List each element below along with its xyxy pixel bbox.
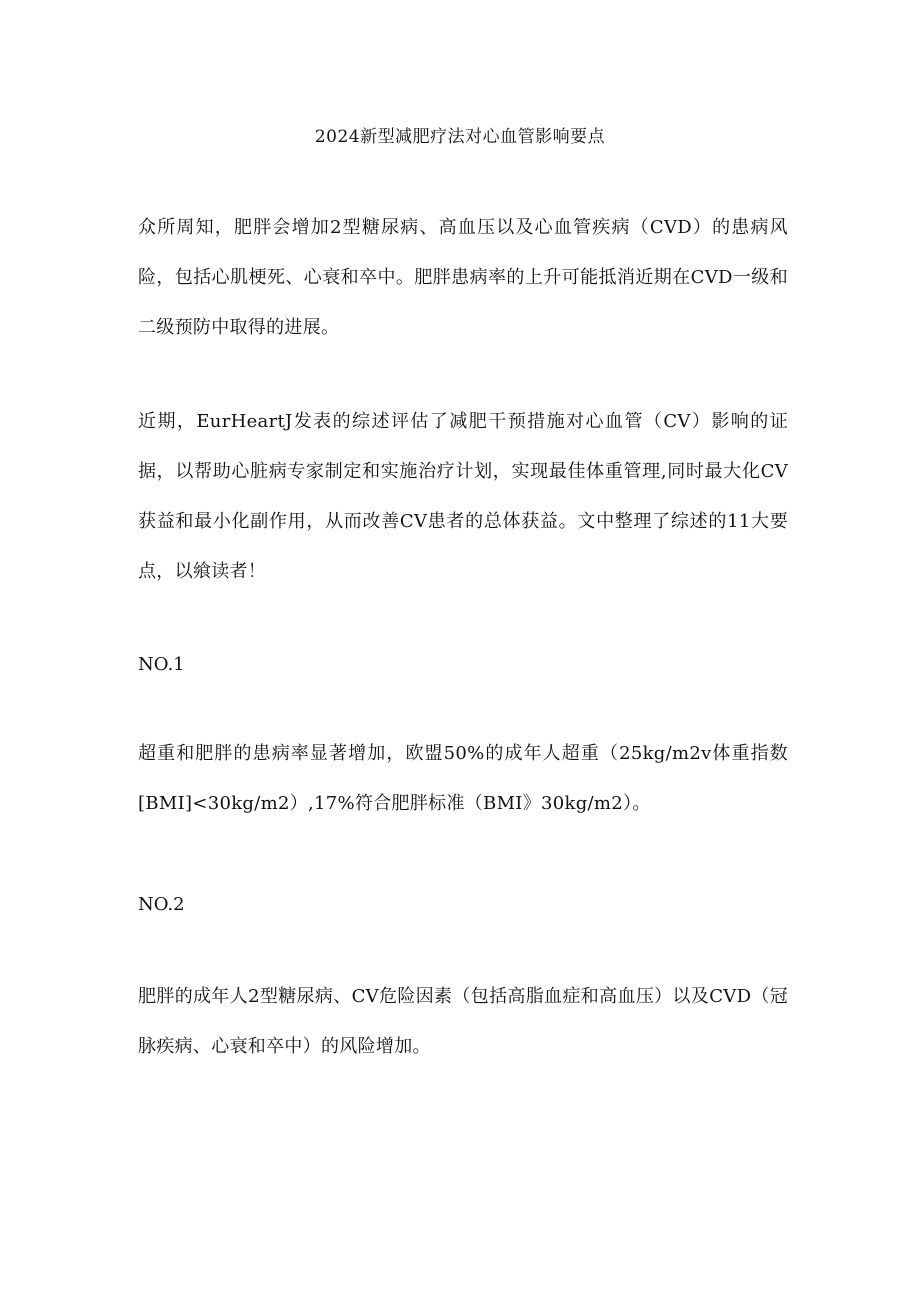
section-heading-1: NO.1 (138, 654, 185, 675)
section-heading-2: NO.2 (138, 894, 185, 915)
document-title: 2024新型减肥疗法对心血管影响要点 (314, 127, 606, 147)
review-summary-paragraph: 近期，EurHeartJ发表的综述评估了减肥干预措施对心血管（CV）影响的证据，以帮助心脏病专家制定和实施治疗计划，实现最佳体重管理,同时最大化CV获益和最小化副作用，从而改善CV患者的总体获益。文中整理了综述的11大要点，以飨读者！ (138, 411, 788, 582)
section-text-1: 超重和肥胖的患病率显著增加，欧盟50%的成年人超重（25kg∕m2v体重指数[BMI]<30kg∕m2）,17%符合肥胖标准（BMI》30kg∕m2）。 (138, 743, 788, 814)
intro-paragraph: 众所周知，肥胖会增加2型糖尿病、高血压以及心血管疾病（CVD）的患病风险，包括心肌梗死、心衰和卒中。肥胖患病率的上升可能抵消近期在CVD一级和二级预防中取得的进展。 (138, 217, 788, 338)
section-text-2: 肥胖的成年人2型糖尿病、CV危险因素（包括高脂血症和高血压）以及CVD（冠脉疾病、心衰和卒中）的风险增加。 (138, 986, 788, 1057)
